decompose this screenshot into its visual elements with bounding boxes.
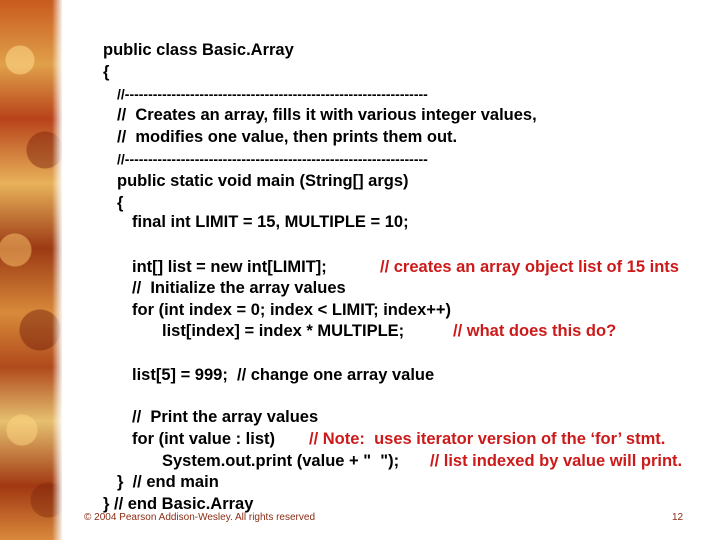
code-line-open-brace: { (117, 194, 124, 212)
code-line-comment: // Initialize the array values (132, 279, 346, 297)
code-comment-red: // what does this do? (453, 322, 617, 340)
code-comment-red: // list indexed by value will print. (430, 452, 683, 470)
code-line-comment: // Print the array values (132, 408, 319, 426)
code-line-separator: //----------------------------------------------------------------- (117, 151, 428, 167)
page-number: 12 (672, 512, 684, 523)
code-line-assignment: list[index] = index * MULTIPLE; (162, 322, 405, 340)
code-line-main-decl: public static void main (String[] args) (117, 172, 409, 190)
copyright-notice: © 2004 Pearson Addison-Wesley. All rights reserved (84, 512, 316, 523)
code-line-separator: //----------------------------------------------------------------- (117, 86, 428, 102)
code-line-open-brace: { (103, 63, 110, 81)
code-line-print: System.out.print (value + " "); (162, 452, 400, 470)
code-line-comment: // modifies one value, then prints them out. (117, 128, 458, 146)
code-line-foreach: for (int value : list) (132, 430, 276, 448)
code-line-constants: final int LIMIT = 15, MULTIPLE = 10; (132, 213, 409, 231)
code-line-for-loop: for (int index = 0; index < LIMIT; index++) (132, 301, 452, 319)
code-line-array-create: int[] list = new int[LIMIT]; (132, 258, 327, 276)
code-line-change-value: list[5] = 999; // change one array value (132, 366, 435, 384)
code-line-end-main: } // end main (117, 473, 219, 491)
code-line-comment: // Creates an array, fills it with various integer values, (117, 106, 537, 124)
code-line-end-class: } // end Basic.Array (103, 495, 254, 513)
code-comment-red: // creates an array object list of 15 ints (380, 258, 679, 276)
code-comment-red: // Note: uses iterator version of the ‘for’ stmt. (309, 430, 666, 448)
code-line-class-decl: public class Basic.Array (103, 41, 294, 59)
